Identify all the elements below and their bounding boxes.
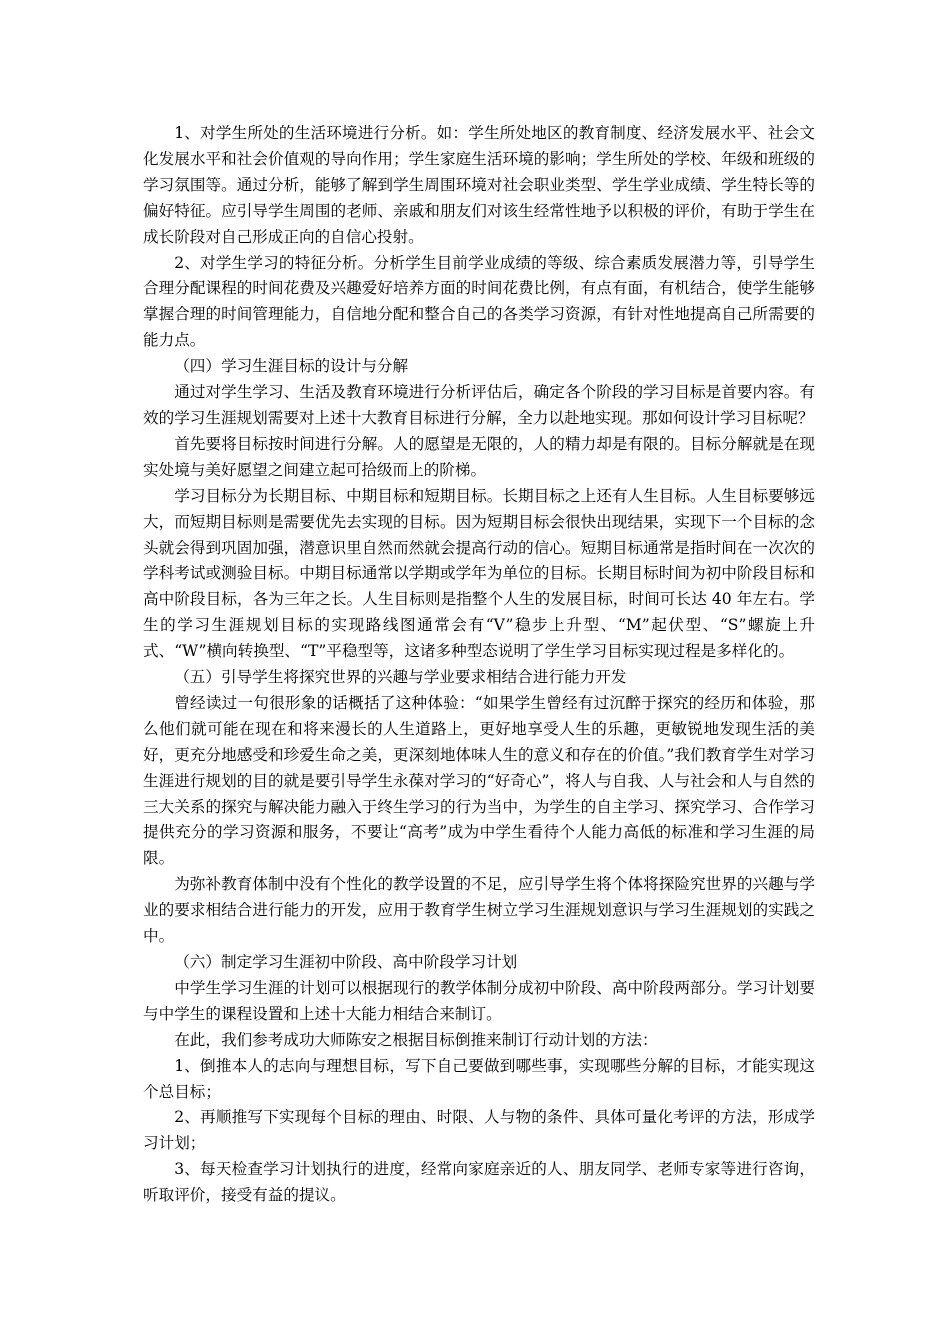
paragraph-goal-types: 学习目标分为长期目标、中期目标和短期目标。长期目标之上还有人生目标。人生目标要够远大，而短期目标则是需要优先去实现的目标。因为短期目标会很快出现结果，实现下一个目标的念头就会得到巩固加强，潜意识里自然而然就会提高行动的信心。短期目标通常是指时间在一次次的学科考试或测验目标。中期目标通常以学期或学年为单位的目标。长期目标时间为初中阶段目标和高中阶段目标，各为三年之长。人生目标则是指整个人生的发展目标，时间可长达 40 年左右。学生的学习生涯规划目标的实现路线图通常会有“V”稳步上升型、“M”起伏型、“S”螺旋上升式、“W”横向转换型、“T”平稳型等，这诸多种型态说明了学生学习目标实现过程是多样化的。 [143,486,815,661]
paragraph-ability-development: 为弥补教育体制中没有个性化的教学设置的不足，应引导学生将个体将探险究世界的兴趣与学业的要求相结合进行能力的开发，应用于教育学生树立学习生涯规划意识与学习生涯规划的实践之中。 [143,875,815,946]
paragraph-learning-analysis: 2、对学生学习的特征分析。分析学生目前学业成绩的等级、综合素质发展潜力等，引导学生合理分配课程的时间花费及兴趣爱好培养方面的时间花费比例，有点有面，有机结合，使学生能够掌握合理的时间管理能力，自信地分配和整合自己的各类学习资源，有针对性地提高自己所需要的能力点。 [143,253,815,350]
paragraph-step-1: 1、倒推本人的志向与理想目标，写下自己要做到哪些事，实现哪些分解的目标，才能实现这个总目标； [143,1056,815,1101]
paragraph-step-3: 3、每天检查学习计划执行的进度，经常向家庭亲近的人、朋友同学、老师专家等进行咨询，听取评价，接受有益的提议。 [143,1160,815,1205]
document-body [143,121,815,1209]
section-heading-5: （五）引导学生将探究世界的兴趣与学业要求相结合进行能力开发 [174,668,627,687]
paragraph-goal-intro: 通过对学生学习、生活及教育环境进行分析评估后，确定各个阶段的学习目标是首要内容。有效的学习生涯规划需要对上述十大教育目标进行分解，全力以赴地实现。那如何设计学习目标呢？ [143,383,815,427]
section-heading-6: （六）制定学习生涯初中阶段、高中阶段学习计划 [174,953,518,971]
paragraph-step-2: 2、再顺推写下实现每个目标的理由、时限、人与物的条件、具体可量化考评的方法，形成学习计划； [143,1108,815,1153]
paragraph-curiosity-quote: 曾经读过一句很形象的话概括了这种体验：“如果学生曾经有过沉醉于探究的经历和体验，那么他们就可能在现在和将来漫长的人生道路上，更好地享受人生的乐趣，更敏锐地发现生活的美好，更充分地感受和珍爱生命之美，更深刻地体味人生的意义和存在的价值。”我们教育学生对学习生涯进行规划的目的就是要引导学生永葆对学习的“好奇心”，将人与自我、人与社会和人与自然的三大关系的探究与解决能力融入于终生学习的行为当中，为学生的自主学习、探究学习、合作学习提供充分的学习资源和服务，不要让“高考”成为中学生看待个人能力高低的标准和学习生涯的局限。 [143,693,815,868]
section-heading-4: （四）学习生涯目标的设计与分解 [174,357,409,376]
paragraph-environment-analysis: 1、对学生所处的生活环境进行分析。如：学生所处地区的教育制度、经济发展水平、社会文化发展水平和社会价值观的导向作用；学生家庭生活环境的影响；学生所处的学校、年级和班级的学习氛围等。通过分析，能够了解到学生周围环境对社会职业类型、学生学业成绩、学生特长等的偏好特征。应引导学生周围的老师、亲戚和朋友们对该生经常性地予以积极的评价，有助于学生在成长阶段对自己形成正向的自信心投射。 [143,124,815,246]
paragraph-goal-decompose: 首先要将目标按时间进行分解。人的愿望是无限的，人的精力却是有限的。目标分解就是在现实处境与美好愿望之间建立起可拾级而上的阶梯。 [143,434,815,479]
paragraph-plan-stages: 中学生学习生涯的计划可以根据现行的教学体制分成初中阶段、高中阶段两部分。学习计划要与中学生的课程设置和上述十大能力相结合来制订。 [143,978,815,1023]
paragraph-plan-method: 在此，我们参考成功大师陈安之根据目标倒推来制订行动计划的方法： [174,1030,658,1049]
